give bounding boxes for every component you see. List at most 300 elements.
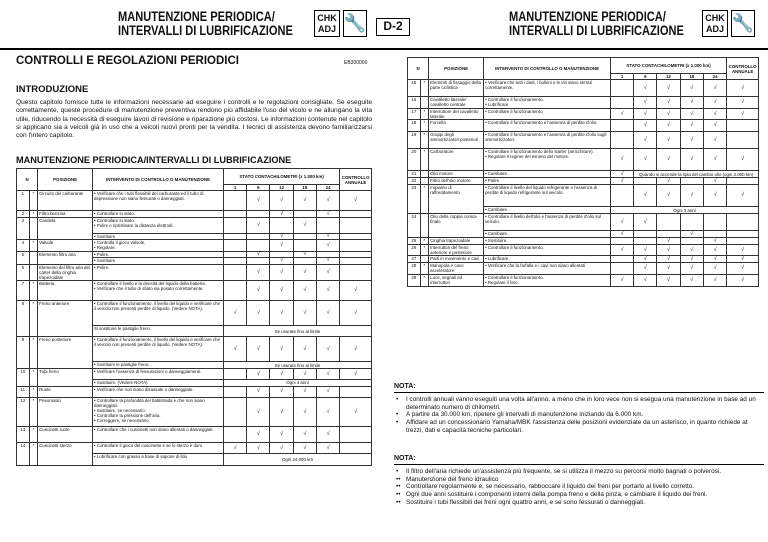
- row-position: Pneumatici: [38, 397, 93, 427]
- check-cell: [224, 217, 247, 233]
- table-row: [408, 80, 759, 97]
- check-cell: √: [703, 238, 726, 245]
- row-number: 11: [17, 386, 30, 397]
- row-intervention: • Cambiare.: [484, 207, 611, 214]
- check-cell: √: [634, 80, 657, 97]
- row-number: 16: [408, 97, 421, 109]
- check-cell: √: [703, 245, 726, 256]
- check-cell: √: [270, 443, 293, 454]
- right-page: [384, 0, 768, 542]
- check-cell: √: [634, 97, 657, 109]
- km-header: 6: [247, 185, 270, 191]
- row-intervention: • Controllare che i cuscinetti non siano allentati o danneggiati.: [93, 427, 224, 443]
- row-position: Cavalletto laterale/ cavalletto centrale: [429, 97, 484, 109]
- check-cell: √: [316, 427, 339, 443]
- check-cell: √: [657, 275, 680, 287]
- check-cell: √: [703, 178, 726, 185]
- check-cell: √: [270, 386, 293, 397]
- table-row: [17, 301, 372, 326]
- row-position: Filtro benzina: [38, 211, 93, 218]
- check-cell: [340, 258, 372, 265]
- row-star: *: [29, 386, 37, 397]
- check-cell: √: [657, 120, 680, 132]
- row-number: 26: [408, 245, 421, 256]
- nota-title: NOTA:: [394, 383, 764, 393]
- row-number: 24: [408, 214, 421, 238]
- row-number: 10: [17, 368, 30, 386]
- row-position: Candela: [38, 217, 93, 239]
- nota-item: •• Ogni due anni sostituire i componenti interni della pompa freno e della pinza, e cambiare il liquido dei freni.: [396, 491, 708, 499]
- check-cell: √: [293, 337, 316, 362]
- check-cell: √: [657, 256, 680, 263]
- row-position: Elemento del filtro aria del carter della cinghia trapezoidale: [38, 264, 93, 280]
- col-position-header: POSIZIONE: [429, 58, 484, 80]
- check-cell: [634, 231, 657, 238]
- check-cell: [340, 217, 372, 233]
- check-cell: √: [293, 386, 316, 397]
- check-cell: √: [703, 256, 726, 263]
- check-cell: √: [634, 256, 657, 263]
- check-cell: [340, 386, 372, 397]
- check-cell: √: [727, 109, 759, 120]
- check-cell: √: [316, 386, 339, 397]
- check-cell: √: [247, 368, 270, 379]
- check-cell: √: [703, 80, 726, 97]
- row-star: *: [420, 149, 428, 171]
- row-intervention: • Pulire.: [93, 264, 224, 280]
- check-cell: [727, 231, 759, 238]
- check-cell: √: [224, 337, 247, 362]
- row-intervention: • Controllare il funzionamento dello starter (arricchitore). • Regolare il regime del minimo del motore.: [484, 149, 611, 171]
- check-cell: [610, 263, 633, 275]
- table-row: [408, 109, 759, 120]
- row-star: *: [420, 132, 428, 149]
- row-intervention: • Verificare l'assenza di fessurazioni o danneggiamenti.: [93, 368, 224, 379]
- check-cell: [727, 120, 759, 132]
- row-position: Valvole: [38, 240, 93, 251]
- row-star: *: [420, 245, 428, 256]
- check-cell: [293, 258, 316, 265]
- check-cell: √: [610, 109, 633, 120]
- row-number: 28: [408, 263, 421, 275]
- row-star: [420, 214, 428, 238]
- row-span-note: Se usurate fino al limite: [224, 326, 372, 337]
- check-cell: √: [270, 337, 293, 362]
- check-cell: √: [657, 132, 680, 149]
- table-row: [408, 171, 759, 178]
- row-number: 3: [17, 217, 30, 239]
- check-cell: √: [316, 397, 339, 427]
- check-cell: [224, 264, 247, 280]
- check-cell: √: [703, 132, 726, 149]
- check-cell: √: [293, 397, 316, 427]
- check-cell: √: [680, 275, 703, 287]
- row-star: [29, 264, 37, 280]
- row-position: Freno posteriore: [38, 337, 93, 369]
- row-position: Cuscinetti ruote: [38, 427, 93, 443]
- row-intervention: • Sostituire le pastiglie freno.: [93, 362, 224, 369]
- check-cell: √: [316, 301, 339, 326]
- check-cell: [610, 132, 633, 149]
- check-cell: √: [727, 80, 759, 97]
- check-cell: √: [270, 258, 293, 265]
- check-cell: √: [634, 245, 657, 256]
- row-intervention: • Controllare lo stato.: [93, 211, 224, 218]
- check-cell: [340, 264, 372, 280]
- check-cell: √: [247, 280, 270, 300]
- row-intervention: • Pulire.: [93, 251, 224, 258]
- row-intervention: • Controllare il funzionamento, il livello del liquido e verificare che il veicolo non presenti perdite di liquido. (Vedere NOTA).: [93, 301, 224, 326]
- row-star: *: [29, 397, 37, 427]
- table-row: [17, 211, 372, 218]
- check-cell: [634, 238, 657, 245]
- check-cell: √: [247, 191, 270, 211]
- header-title: MANUTENZIONE PERIODICA/ INTERVALLI DI LUBRIFICAZIONE: [509, 9, 684, 38]
- check-cell: [610, 256, 633, 263]
- check-cell: √: [657, 97, 680, 109]
- row-intervention: • Controllare il funzionamento, il livello del liquido e verificare che il veicolo non presenti perdite di liquido. (Vedere NOTA).: [93, 337, 224, 362]
- check-cell: √: [634, 109, 657, 120]
- check-cell: √: [247, 337, 270, 362]
- check-cell: √: [316, 258, 339, 265]
- table-row: [408, 132, 759, 149]
- check-cell: [224, 251, 247, 258]
- check-cell: √: [680, 80, 703, 97]
- check-cell: √: [270, 211, 293, 218]
- table-row: [17, 443, 372, 454]
- row-number: 18: [408, 120, 421, 132]
- table-row: [408, 120, 759, 132]
- nota-item: • A partire da 30.000 km, ripetere gli intervalli di manutenzione iniziando da 6.000 km.: [396, 411, 644, 419]
- check-cell: [270, 217, 293, 233]
- row-intervention: • Verificare che tutti i dadi, i bulloni e le viti siano serrati correttamente.: [484, 80, 611, 97]
- check-cell: √: [316, 191, 339, 211]
- check-cell: √: [657, 245, 680, 256]
- row-intervention: • Pulire.: [484, 178, 611, 185]
- row-intervention: • Controllare il livello dell'olio e l'assenza di perdite d'olio sul veicolo.: [484, 214, 611, 231]
- row-position: Forcella: [429, 120, 484, 132]
- check-cell: [224, 211, 247, 218]
- check-cell: [680, 238, 703, 245]
- check-cell: √: [703, 109, 726, 120]
- check-cell: √: [703, 120, 726, 132]
- check-cell: √: [634, 185, 657, 207]
- check-cell: [610, 120, 633, 132]
- km-header: 18: [680, 74, 703, 80]
- row-intervention: • Verificare che i tubi flessibili del carburante ed il tubo di depressione non siano fessurati o danneggiati.: [93, 191, 224, 211]
- check-cell: [247, 211, 270, 218]
- row-position: Cuscinetti sterzo: [38, 443, 93, 465]
- row-position: Freno anteriore: [38, 301, 93, 337]
- row-intervention: • Sostituire. (Vedere NOTA): [93, 380, 224, 387]
- check-cell: √: [340, 280, 372, 300]
- row-number: 17: [408, 109, 421, 120]
- row-position: Luce, segnali ed interruttori: [429, 275, 484, 287]
- check-cell: √: [703, 185, 726, 207]
- table-row: [17, 397, 372, 427]
- km-header: 6: [634, 74, 657, 80]
- row-position: Interruttore del cavalletto laterale: [429, 109, 484, 120]
- wrench-icon: 🔧: [731, 10, 755, 37]
- check-cell: √: [293, 251, 316, 258]
- check-cell: √: [270, 368, 293, 379]
- row-number: 5: [17, 251, 30, 264]
- row-star: *: [420, 263, 428, 275]
- row-position: Circuito del carburante: [38, 191, 93, 211]
- row-span-note: Ogni 24.000 km: [224, 454, 372, 465]
- row-star: [29, 251, 37, 264]
- check-cell: [340, 240, 372, 251]
- row-position: Filtro dell'olio motore: [429, 178, 484, 185]
- row-position: Carburatore: [429, 149, 484, 171]
- row-intervention: • Controllare il funzionamento e l'assenza di perdite d'olio sugli ammortizzatori.: [484, 132, 611, 149]
- check-cell: [340, 251, 372, 258]
- page-header: [384, 10, 768, 50]
- table-row: [408, 178, 759, 185]
- table-row: [408, 149, 759, 171]
- check-cell: √: [680, 132, 703, 149]
- check-cell: √: [247, 443, 270, 454]
- check-cell: [727, 214, 759, 231]
- check-cell: √: [727, 256, 759, 263]
- check-cell: √: [316, 233, 339, 240]
- table-heading: MANUTENZIONE PERIODICA/INTERVALLI DI LUBRIFICAZIONE: [16, 155, 292, 165]
- check-cell: [703, 214, 726, 231]
- check-cell: √: [340, 397, 372, 427]
- col-position-header: POSIZIONE: [38, 169, 93, 191]
- check-cell: [247, 233, 270, 240]
- row-number: 20: [408, 149, 421, 171]
- check-cell: √: [727, 97, 759, 109]
- col-annual-header: CONTROLLO ANNUALE: [340, 169, 372, 191]
- check-cell: [224, 368, 247, 379]
- check-cell: √: [680, 120, 703, 132]
- check-cell: √: [316, 211, 339, 218]
- row-star: [29, 217, 37, 239]
- check-cell: √: [247, 386, 270, 397]
- row-intervention: • Verificare che la farfalla e i cavi non siano allentati: [484, 263, 611, 275]
- nota-annual: [394, 383, 764, 435]
- check-cell: [293, 211, 316, 218]
- row-number: 12: [17, 397, 30, 427]
- row-span-note: Ogni 3 anni: [610, 207, 758, 214]
- table-row: [408, 263, 759, 275]
- row-star: [420, 97, 428, 109]
- check-cell: √: [680, 263, 703, 275]
- check-cell: √: [293, 301, 316, 326]
- row-intervention: • Lubrificare.: [484, 256, 611, 263]
- col-n-header: N: [17, 169, 38, 191]
- maintenance-table-right: [407, 57, 759, 287]
- check-cell: [340, 427, 372, 443]
- row-position: Elemento filtro aria: [38, 251, 93, 264]
- page-number: D-2: [376, 18, 410, 36]
- table-row: [408, 256, 759, 263]
- col-intervention-header: INTERVENTO DI CONTROLLO O MANUTENZIONE: [484, 58, 611, 80]
- row-star: *: [29, 191, 37, 211]
- check-cell: √: [680, 97, 703, 109]
- check-cell: √: [680, 245, 703, 256]
- check-cell: √: [657, 178, 680, 185]
- check-cell: √: [610, 245, 633, 256]
- check-cell: √: [680, 109, 703, 120]
- nota-item: • Affidare ad un concessionario Yamaha/MBK l'assistenza delle posizioni evidenziate da un asterisco, in quanto richiede at trezzi, dati e capacità tecniche particolari.: [396, 419, 748, 434]
- check-cell: √: [293, 264, 316, 280]
- check-cell: √: [316, 443, 339, 454]
- nota-item: •• Controllare regolarmente e, se necessario, rabboccare il liquido dei freni per portarlo al livello corretto.: [396, 483, 695, 491]
- check-cell: √: [657, 263, 680, 275]
- km-header: 1: [224, 185, 247, 191]
- row-star: *: [29, 240, 37, 251]
- check-cell: √: [316, 337, 339, 362]
- check-cell: √: [680, 185, 703, 207]
- check-cell: [224, 280, 247, 300]
- table-row: [408, 275, 759, 287]
- row-number: 6: [17, 264, 30, 280]
- check-cell: √: [610, 275, 633, 287]
- km-header: 12: [657, 74, 680, 80]
- check-cell: √: [657, 185, 680, 207]
- row-number: 23: [408, 185, 421, 214]
- row-intervention: • Sostituire.: [93, 258, 224, 265]
- row-span-note: Ogni 4 anni: [224, 380, 372, 387]
- row-number: 22: [408, 178, 421, 185]
- row-span-note: Quando si accende la spia del cambio olio (ogni 3.000 km): [634, 171, 759, 178]
- table-row: [17, 217, 372, 233]
- check-cell: [224, 240, 247, 251]
- check-cell: √: [270, 397, 293, 427]
- check-cell: √: [634, 149, 657, 171]
- check-cell: [224, 397, 247, 427]
- row-star: [420, 171, 428, 178]
- check-cell: √: [270, 264, 293, 280]
- col-annual-header: CONTROLLO ANNUALE: [727, 58, 759, 80]
- row-number: 21: [408, 171, 421, 178]
- page-header: [0, 9, 403, 50]
- row-star: [420, 256, 428, 263]
- header-title: MANUTENZIONE PERIODICA/ INTERVALLI DI LUBRIFICAZIONE: [118, 9, 293, 38]
- row-number: 27: [408, 256, 421, 263]
- check-cell: [727, 178, 759, 185]
- section-title: CONTROLLI E REGOLAZIONI PERIODICI: [16, 55, 239, 67]
- check-cell: √: [247, 217, 270, 233]
- km-header: 24: [703, 74, 726, 80]
- row-star: *: [29, 443, 37, 465]
- check-cell: √: [727, 149, 759, 171]
- check-cell: √: [703, 263, 726, 275]
- check-cell: [610, 80, 633, 97]
- row-star: *: [29, 368, 37, 386]
- check-cell: √: [316, 368, 339, 379]
- check-cell: [340, 443, 372, 454]
- row-star: *: [29, 301, 37, 337]
- check-cell: √: [680, 231, 703, 238]
- row-intervention: • Controllare il livello e la densità del liquido della batteria. • Verificare che il tubo di sfiato sia posato correttamente.: [93, 280, 224, 300]
- check-cell: [634, 178, 657, 185]
- row-number: 14: [17, 443, 30, 465]
- km-header: 18: [293, 185, 316, 191]
- row-intervention: • Controllare il gioco del cuscinetto e se lo sterzo è duro: [93, 443, 224, 454]
- check-cell: √: [247, 301, 270, 326]
- check-cell: [657, 231, 680, 238]
- row-intervention: • Controlla il gioco valvole. • Regolare.: [93, 240, 224, 251]
- check-cell: [340, 211, 372, 218]
- check-cell: √: [224, 443, 247, 454]
- check-cell: √: [703, 275, 726, 287]
- check-cell: √: [340, 337, 372, 362]
- row-intervention: • Controllare il funzionamento. • Lubrificare.: [484, 97, 611, 109]
- row-intervention: • Verificare che non siano disassate o danneggiate.: [93, 386, 224, 397]
- check-cell: √: [703, 97, 726, 109]
- col-n-header: N: [408, 58, 429, 80]
- check-cell: √: [293, 217, 316, 233]
- table-row: [17, 191, 372, 211]
- check-cell: √: [293, 427, 316, 443]
- check-cell: [340, 233, 372, 240]
- check-cell: √: [224, 301, 247, 326]
- check-cell: √: [727, 185, 759, 207]
- km-header: 24: [316, 185, 339, 191]
- check-cell: [657, 214, 680, 231]
- table-row: [17, 427, 372, 443]
- check-cell: √: [634, 132, 657, 149]
- check-cell: [224, 258, 247, 265]
- row-number: 19: [408, 132, 421, 149]
- nota-item: •• Sostituire i tubi flessibili dei freni ogni quattro anni, e se sono fessurati o danneggiati.: [396, 498, 646, 506]
- intro-text: Questo capitolo fornisce tutte le informazioni necessarie ad eseguire i controlli e le regolazioni consigliate. Se eseguite correttamente, queste procedure di manutenzione preventiva rendono più affidabile l'uso del vicolo e ne allungano la vita utile, riducendo la necessità di eseguire lavori di revisione e riparazione più costosi. Le informazioni contenute nel capitolo si applicano sia a veicoli già in uso che a veicoli nuovi pronti per la vendita. I tecnici di assistenza devono familiarizzarsi con l'intero capitolo.: [16, 99, 372, 140]
- chk-adj-badge: CHK ADJ: [702, 10, 728, 37]
- check-cell: √: [634, 120, 657, 132]
- row-star: *: [29, 280, 37, 300]
- nota-item: • I controlli annuali vanno eseguiti una volta all'anno, a meno che in loro vece non si esegua una manutenzione in base ad un determinato numero di chilometri.: [396, 395, 756, 411]
- check-cell: √: [703, 149, 726, 171]
- row-number: 8: [17, 301, 30, 337]
- check-cell: [224, 233, 247, 240]
- table-row: [408, 245, 759, 256]
- row-star: *: [420, 120, 428, 132]
- check-cell: √: [610, 178, 633, 185]
- check-cell: √: [610, 214, 633, 231]
- check-cell: [247, 258, 270, 265]
- check-cell: √: [316, 280, 339, 300]
- check-cell: √: [293, 368, 316, 379]
- table-row: [17, 337, 372, 362]
- check-cell: [610, 97, 633, 109]
- table-row: [408, 185, 759, 207]
- row-star: *: [29, 427, 37, 443]
- check-cell: [703, 231, 726, 238]
- row-intervention: • Cambiare.: [484, 231, 611, 238]
- table-row: [17, 251, 372, 258]
- col-odometer-header: STATO CONTACHILOMETRI (x 1.000 km): [224, 169, 340, 185]
- check-cell: √: [247, 264, 270, 280]
- nota-title: NOTA:: [394, 455, 764, 465]
- check-cell: [316, 217, 339, 233]
- check-cell: √: [657, 109, 680, 120]
- section-code: EB300000: [344, 60, 368, 66]
- check-cell: √: [270, 427, 293, 443]
- km-header: 1: [610, 74, 633, 80]
- table-row: [17, 264, 372, 280]
- row-position: Manopola e cavo acceleratore: [429, 263, 484, 275]
- check-cell: [680, 178, 703, 185]
- row-position: Elementi di fissaggio della parte ciclistica: [429, 80, 484, 97]
- row-intervention: • Controllare il livello del liquido refrigerante e l'assenza di perdite di liquido refrigerante sul veicolo.: [484, 185, 611, 207]
- row-number: 4: [17, 240, 30, 251]
- table-row: [17, 386, 372, 397]
- check-cell: √: [316, 240, 339, 251]
- row-intervention: • Cambiare.: [484, 171, 611, 178]
